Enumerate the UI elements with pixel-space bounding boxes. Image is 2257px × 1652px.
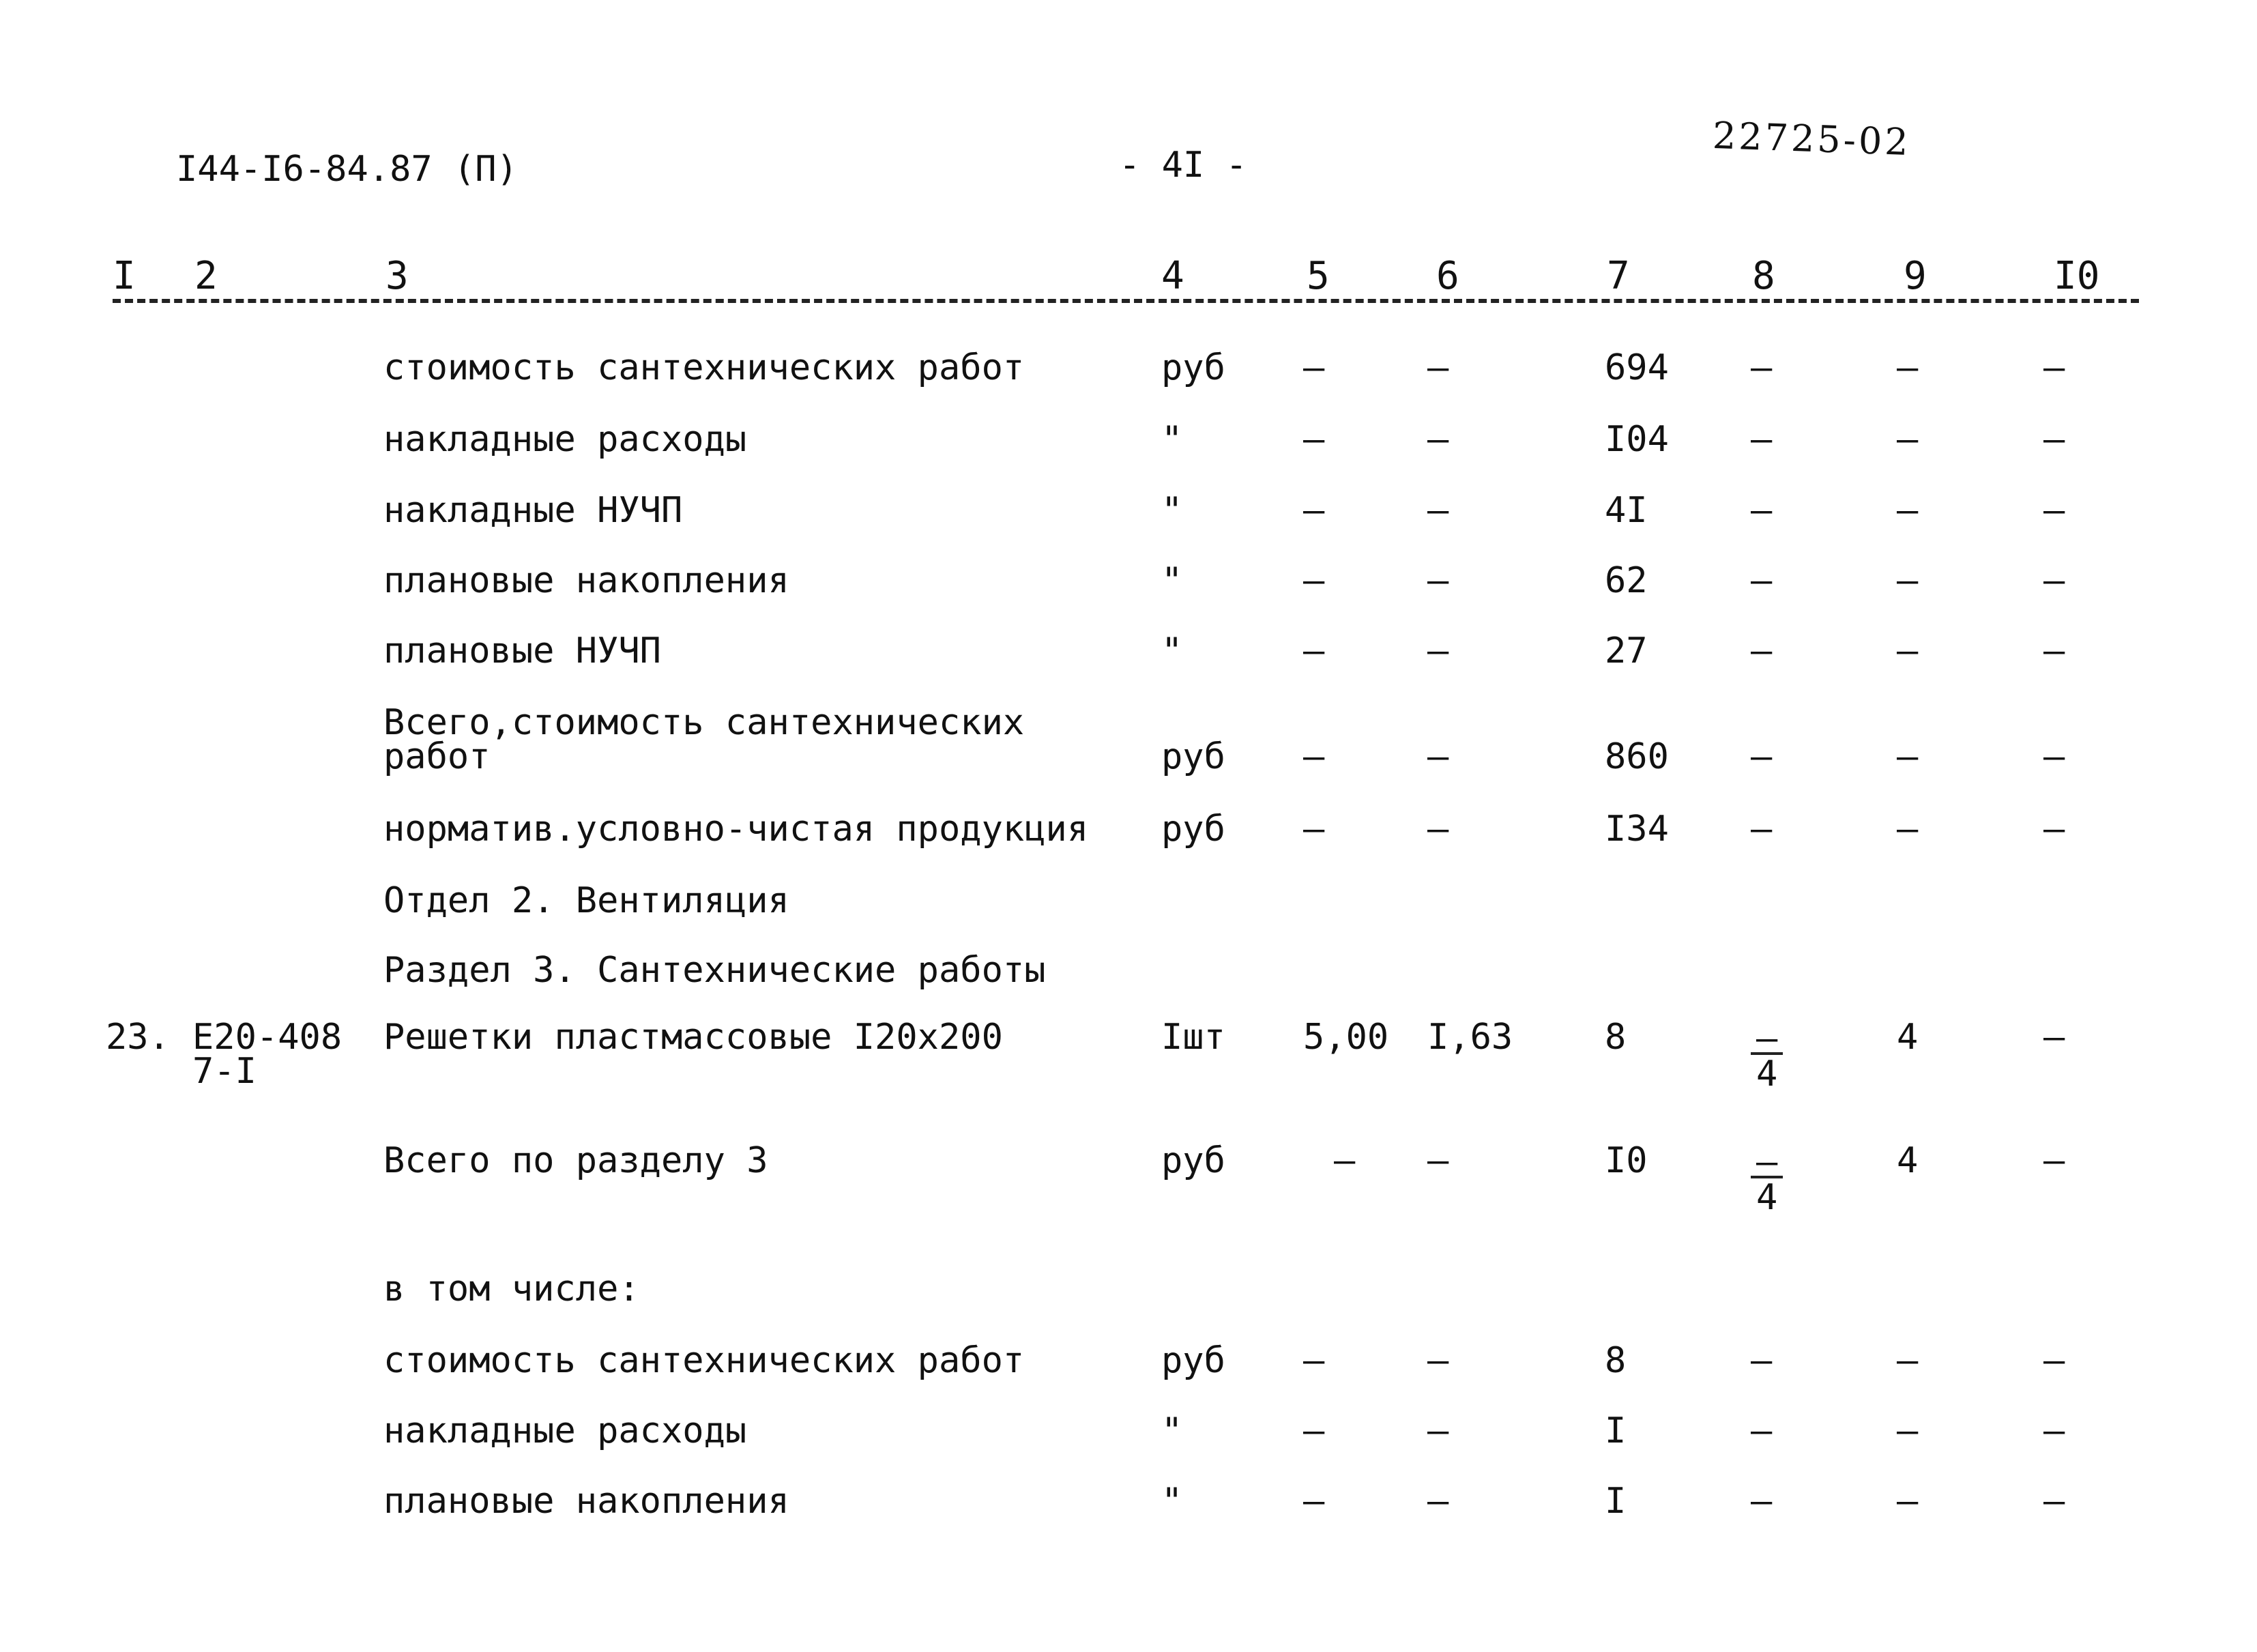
row-col5: –	[1303, 736, 1325, 777]
row-col9: –	[1897, 736, 1919, 777]
row-col8-fraction	[1751, 1142, 1783, 1218]
row-col10: –	[2043, 560, 2065, 601]
row-col7: I04	[1605, 419, 1669, 460]
row-description-line2: работ	[383, 736, 491, 777]
row-col6: –	[1427, 1410, 1449, 1451]
row-unit: руб	[1161, 736, 1225, 777]
row-col9: –	[1897, 490, 1919, 531]
row-col5: –	[1303, 347, 1325, 388]
row-col6: –	[1427, 347, 1449, 388]
row-col10: –	[2043, 347, 2065, 388]
row-col10: –	[2043, 631, 2065, 671]
row-col8: –	[1751, 631, 1773, 671]
fraction-numerator: –	[1751, 1148, 1783, 1178]
row-unit: руб	[1161, 809, 1225, 850]
column-number-4: 4	[1161, 254, 1184, 298]
row-col6: –	[1427, 490, 1449, 531]
column-number-1: I	[113, 254, 136, 298]
row-col7: I0	[1605, 1140, 1648, 1181]
column-number-10: I0	[2054, 254, 2100, 298]
row-description: плановые НУЧП	[383, 631, 661, 671]
row-col10: –	[2043, 1340, 2065, 1381]
fraction-denominator: 4	[1756, 1177, 1778, 1218]
row-col5: –	[1303, 1340, 1325, 1381]
row-col5: –	[1303, 1481, 1325, 1522]
row-col7: I	[1605, 1410, 1627, 1451]
row-col10: –	[2043, 419, 2065, 460]
row-code-line1: Е20-408	[192, 1017, 343, 1058]
row-col8: –	[1751, 347, 1773, 388]
row-col6: –	[1427, 1140, 1449, 1181]
row-col7: I	[1605, 1481, 1627, 1522]
column-number-6: 6	[1436, 254, 1459, 298]
row-col9: –	[1897, 1340, 1919, 1381]
row-unit: руб	[1161, 347, 1225, 388]
row-col8: –	[1751, 419, 1773, 460]
row-col5: –	[1303, 490, 1325, 531]
row-col8: –	[1751, 560, 1773, 601]
row-col5: –	[1303, 631, 1325, 671]
row-col7: 27	[1605, 631, 1648, 671]
row-col9: –	[1897, 1481, 1919, 1522]
column-number-8: 8	[1752, 254, 1775, 298]
row-col8: –	[1751, 736, 1773, 777]
row-col10: –	[2043, 1410, 2065, 1451]
column-number-3: 3	[385, 254, 409, 298]
row-description: Всего по разделу 3	[383, 1140, 768, 1181]
row-col7: 8	[1605, 1017, 1627, 1058]
row-description: накладные НУЧП	[383, 490, 683, 531]
row-col10: –	[2043, 1140, 2065, 1181]
row-number: 23.	[106, 1017, 170, 1058]
row-unit: руб	[1161, 1340, 1225, 1381]
row-col8: –	[1751, 490, 1773, 531]
row-description: накладные расходы	[383, 1410, 747, 1451]
row-col5: –	[1303, 1410, 1325, 1451]
subtotal-caption: в том числе:	[383, 1269, 640, 1309]
document-code: I44-I6-84.87 (П)	[176, 149, 518, 190]
row-col10: –	[2043, 1481, 2065, 1522]
row-col7: I34	[1605, 809, 1669, 850]
row-col5: 5,00	[1303, 1017, 1389, 1058]
row-description: накладные расходы	[383, 419, 747, 460]
row-description: стоимость сантехнических работ	[383, 347, 1025, 388]
row-unit: руб	[1161, 1140, 1225, 1181]
row-unit: "	[1161, 631, 1183, 671]
row-col7: 8	[1605, 1340, 1627, 1381]
row-col6: –	[1427, 631, 1449, 671]
row-col9: –	[1897, 347, 1919, 388]
row-col10: –	[2043, 736, 2065, 777]
row-unit: "	[1161, 1481, 1183, 1522]
column-number-7: 7	[1607, 254, 1630, 298]
row-col5: –	[1303, 560, 1325, 601]
row-col9: –	[1897, 560, 1919, 601]
row-col8: –	[1751, 809, 1773, 850]
row-description-line1: Всего,стоимость сантехнических	[383, 702, 1025, 743]
row-col5: –	[1303, 809, 1325, 850]
column-number-2: 2	[194, 254, 218, 298]
archive-number: 22725-02	[1711, 113, 1912, 164]
row-col9: 4	[1897, 1017, 1919, 1058]
subsection-heading: Раздел 3. Сантехнические работы	[383, 950, 1046, 991]
row-col9: –	[1897, 1410, 1919, 1451]
row-col10: –	[2043, 809, 2065, 850]
row-unit: "	[1161, 560, 1183, 601]
row-col10: –	[2043, 490, 2065, 531]
row-unit: "	[1161, 1410, 1183, 1451]
row-col9: –	[1897, 809, 1919, 850]
row-col7: 860	[1605, 736, 1669, 777]
row-description: плановые накопления	[383, 560, 789, 601]
row-col6: –	[1427, 419, 1449, 460]
row-col5: –	[1334, 1140, 1356, 1181]
fraction-numerator: –	[1751, 1025, 1783, 1055]
row-col10: –	[2043, 1017, 2065, 1058]
row-unit: Iшт	[1161, 1017, 1225, 1058]
fraction-denominator: 4	[1756, 1054, 1778, 1095]
row-description: плановые накопления	[383, 1481, 789, 1522]
row-col6: –	[1427, 1481, 1449, 1522]
row-col9: –	[1897, 631, 1919, 671]
row-col8-fraction	[1751, 1018, 1783, 1095]
column-number-5: 5	[1307, 254, 1330, 298]
row-unit: "	[1161, 490, 1183, 531]
row-description: норматив.условно-чистая продукция	[383, 809, 1089, 850]
row-description: Решетки пластмассовые I20х200	[383, 1017, 1003, 1058]
row-col7: 694	[1605, 347, 1669, 388]
row-col9: –	[1897, 419, 1919, 460]
row-col7: 4I	[1605, 490, 1648, 531]
row-col6: I,63	[1427, 1017, 1513, 1058]
row-col7: 62	[1605, 560, 1648, 601]
row-col8: –	[1751, 1481, 1773, 1522]
column-number-9: 9	[1904, 254, 1927, 298]
row-description: стоимость сантехнических работ	[383, 1340, 1025, 1381]
row-col6: –	[1427, 809, 1449, 850]
row-unit: "	[1161, 419, 1183, 460]
row-col6: –	[1427, 736, 1449, 777]
header-rule	[113, 299, 2139, 303]
row-col6: –	[1427, 560, 1449, 601]
row-col9: 4	[1897, 1140, 1919, 1181]
page-number: - 4I -	[1119, 145, 1247, 186]
section-heading: Отдел 2. Вентиляция	[383, 880, 789, 921]
row-col6: –	[1427, 1340, 1449, 1381]
row-col8: –	[1751, 1340, 1773, 1381]
row-code-line2: 7-I	[192, 1051, 257, 1092]
row-col5: –	[1303, 419, 1325, 460]
row-col8: –	[1751, 1410, 1773, 1451]
